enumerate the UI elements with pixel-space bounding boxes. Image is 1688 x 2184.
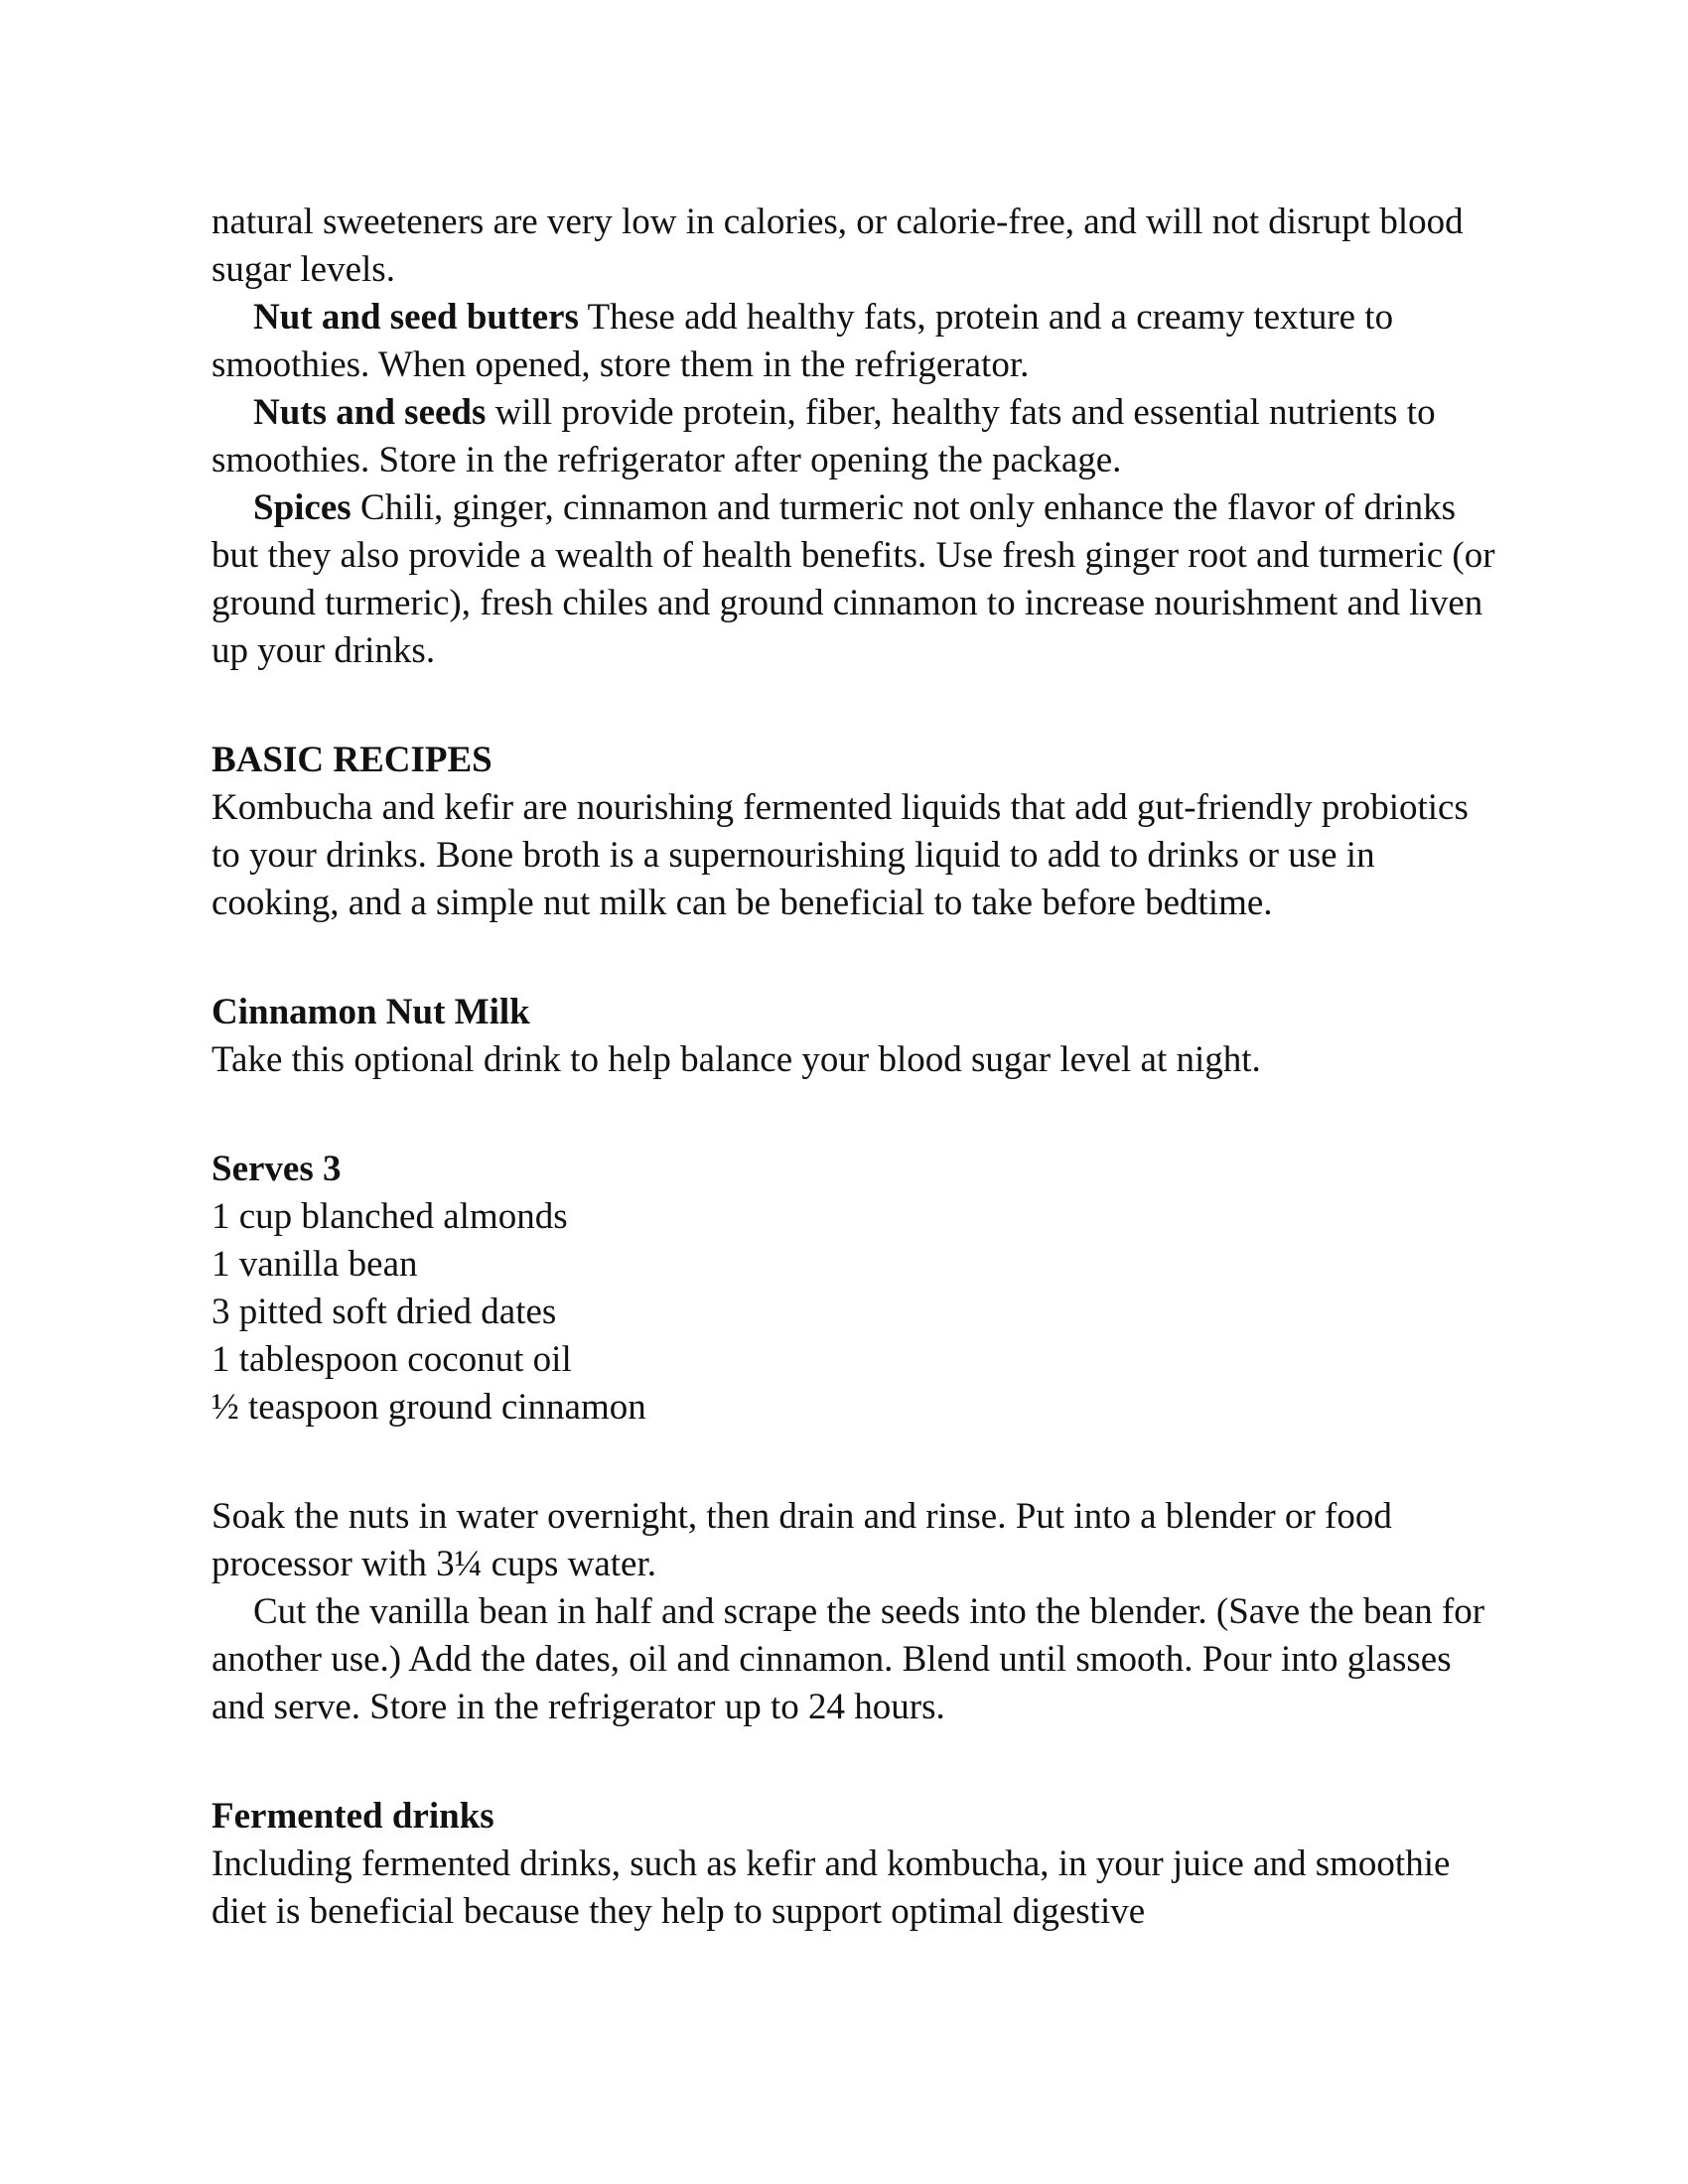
ingredient-item: 1 tablespoon coconut oil <box>211 1339 572 1380</box>
ingredient-item: 1 vanilla bean <box>211 1244 418 1285</box>
guide-text: Chili, ginger, cinnamon and turmeric not only enhance the flavor of drinks but they also provide a wealth of health benefits. Use fresh ginger root and turmeric (or ground turmeric), fresh chiles and ground cinnamon to increase nourishment and liven up your drinks. <box>211 487 1495 671</box>
ingredient-item: 3 pitted soft dried dates <box>211 1292 557 1332</box>
guide-nut-seed-butters <box>211 294 1502 389</box>
intro-continuation: natural sweeteners are very low in calories, or calorie-free, and will not disrupt blood sugar levels. <box>211 202 1464 290</box>
guide-text: These add healthy fats, protein and a creamy texture to smoothies. When opened, store them in the refrigerator. <box>211 297 1394 385</box>
basic-recipes-body: Kombucha and kefir are nourishing fermented liquids that add gut-friendly probiotics to your drinks. Bone broth is a supernourishing liquid to add to drinks or use in cooking, and a simple nut milk can be beneficial to take before bedtime. <box>211 787 1469 923</box>
guide-term: Nut and seed butters <box>253 297 579 338</box>
ingredient-item: 1 cup blanched almonds <box>211 1196 568 1237</box>
method-step: Soak the nuts in water overnight, then drain and rinse. Put into a blender or food processor with 3¼ cups water. <box>211 1496 1392 1584</box>
guide-text: will provide protein, fiber, healthy fats and essential nutrients to smoothies. Store in the refrigerator after opening the package. <box>211 392 1436 480</box>
recipe-serves: Serves 3 <box>211 1149 342 1189</box>
recipe-description: Take this optional drink to help balance your blood sugar level at night. <box>211 1039 1261 1080</box>
guide-spices <box>211 484 1502 675</box>
section-heading-fermented-drinks: Fermented drinks <box>211 1796 494 1837</box>
ingredient-item: ½ teaspoon ground cinnamon <box>211 1387 646 1428</box>
fermented-body: Including fermented drinks, such as kefir and kombucha, in your juice and smoothie diet is beneficial because they help to support optimal digestive <box>211 1843 1451 1932</box>
document-page <box>211 199 1502 1936</box>
guide-term: Spices <box>253 487 352 528</box>
guide-term: Nuts and seeds <box>253 392 487 433</box>
method-step: Cut the vanilla bean in half and scrape the seeds into the blender. (Save the bean for another use.) Add the dates, oil and cinnamon. Blend until smooth. Pour into glasses and serve. Store in the refrigerator up to 24 hours. <box>211 1591 1485 1727</box>
guide-nuts-seeds <box>211 389 1502 484</box>
section-heading-basic-recipes: BASIC RECIPES <box>211 740 492 780</box>
recipe-title: Cinnamon Nut Milk <box>211 992 530 1032</box>
ingredient-list <box>211 1193 1502 1432</box>
